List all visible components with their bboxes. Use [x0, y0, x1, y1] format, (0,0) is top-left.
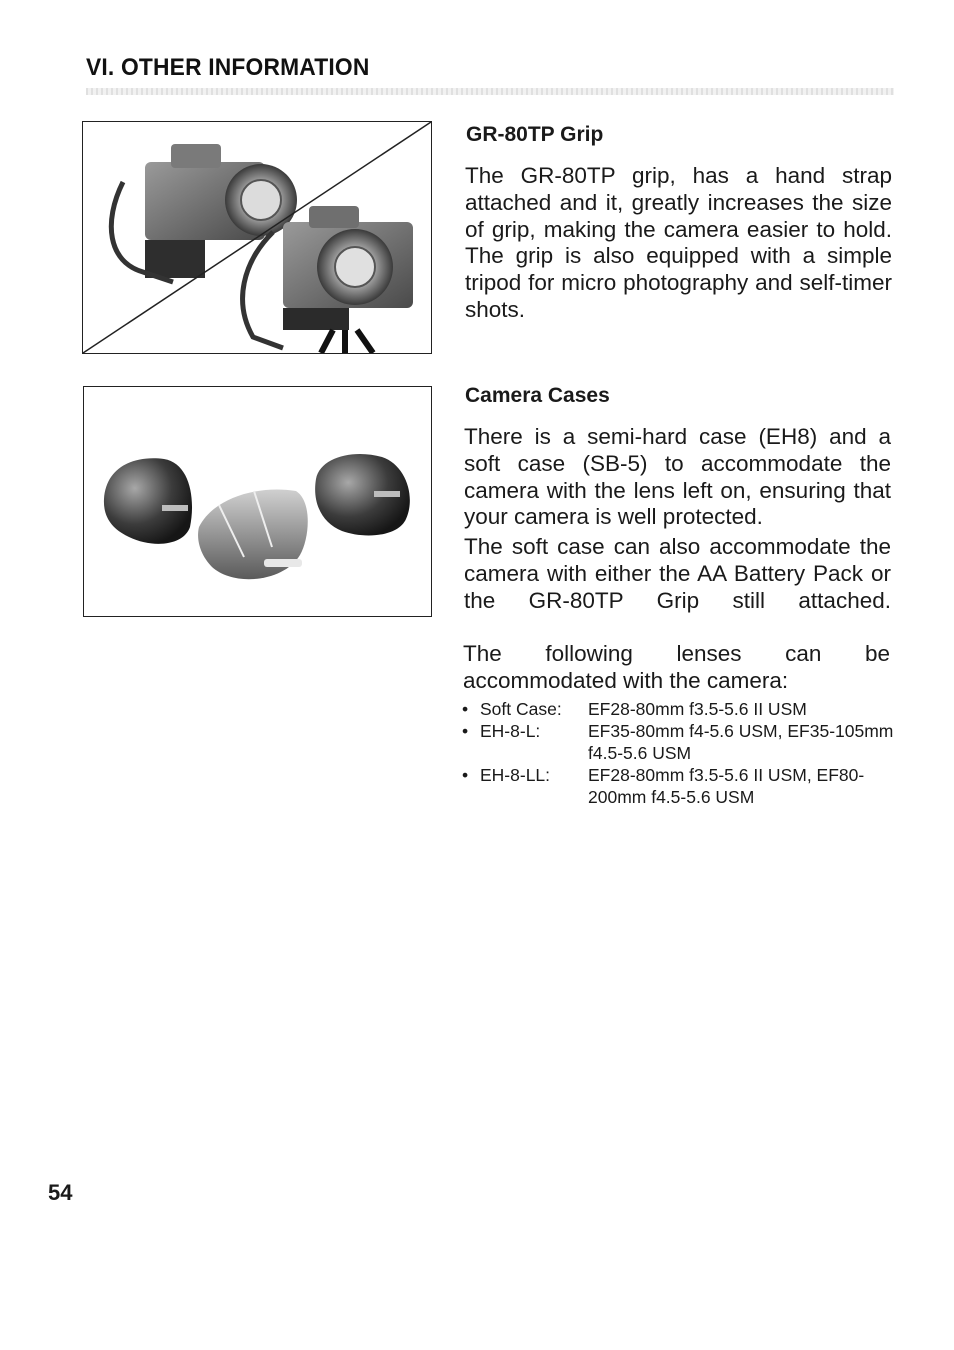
page-number: 54 — [48, 1180, 73, 1205]
cases-photo-illustration — [84, 387, 431, 616]
title-rule — [86, 88, 894, 95]
cases-paragraph-2: The soft case can also accommodate the camera with either the AA Battery Pack or the GR-80TP Grip still attached. — [464, 534, 891, 613]
bullet: • — [462, 699, 469, 719]
section-title: VI. OTHER INFORMATION — [86, 54, 370, 81]
lens-names: EF35-80mm f4-5.6 USM, EF35-105mm f4.5-5.6 USM — [588, 721, 894, 763]
case-name: EH-8-LL: — [480, 765, 551, 785]
cases-paragraph-3: The following lenses can be accommodated with the camera: — [463, 641, 890, 693]
cases-heading: Camera Cases — [465, 384, 610, 407]
grip-paragraph: The GR-80TP grip, has a hand strap attached and it, greatly increases the size of grip, making the camera easier to hold. The grip is also equipped with a simple tripod for micro photography and self-timer shots. — [465, 163, 892, 322]
cases-photo — [83, 386, 432, 617]
lens-list — [462, 698, 894, 808]
lens-names: EF28-80mm f3.5-5.6 II USM — [588, 699, 807, 719]
lens-names: EF28-80mm f3.5-5.6 II USM, EF80-200mm f4.5-5.6 USM — [588, 765, 865, 807]
bullet: • — [462, 765, 469, 785]
case-name: EH-8-L: — [480, 721, 541, 741]
grip-photo-illustration — [83, 122, 431, 353]
list-item — [462, 764, 894, 808]
bullet: • — [462, 721, 469, 741]
list-item — [462, 720, 894, 764]
list-item — [462, 698, 894, 720]
grip-heading: GR-80TP Grip — [466, 123, 604, 146]
grip-photo — [82, 121, 432, 354]
case-name: Soft Case: — [480, 699, 562, 719]
cases-paragraph-1: There is a semi-hard case (EH8) and a soft case (SB-5) to accommodate the camera with the lens left on, ensuring that your camera is well protected. — [464, 424, 891, 530]
